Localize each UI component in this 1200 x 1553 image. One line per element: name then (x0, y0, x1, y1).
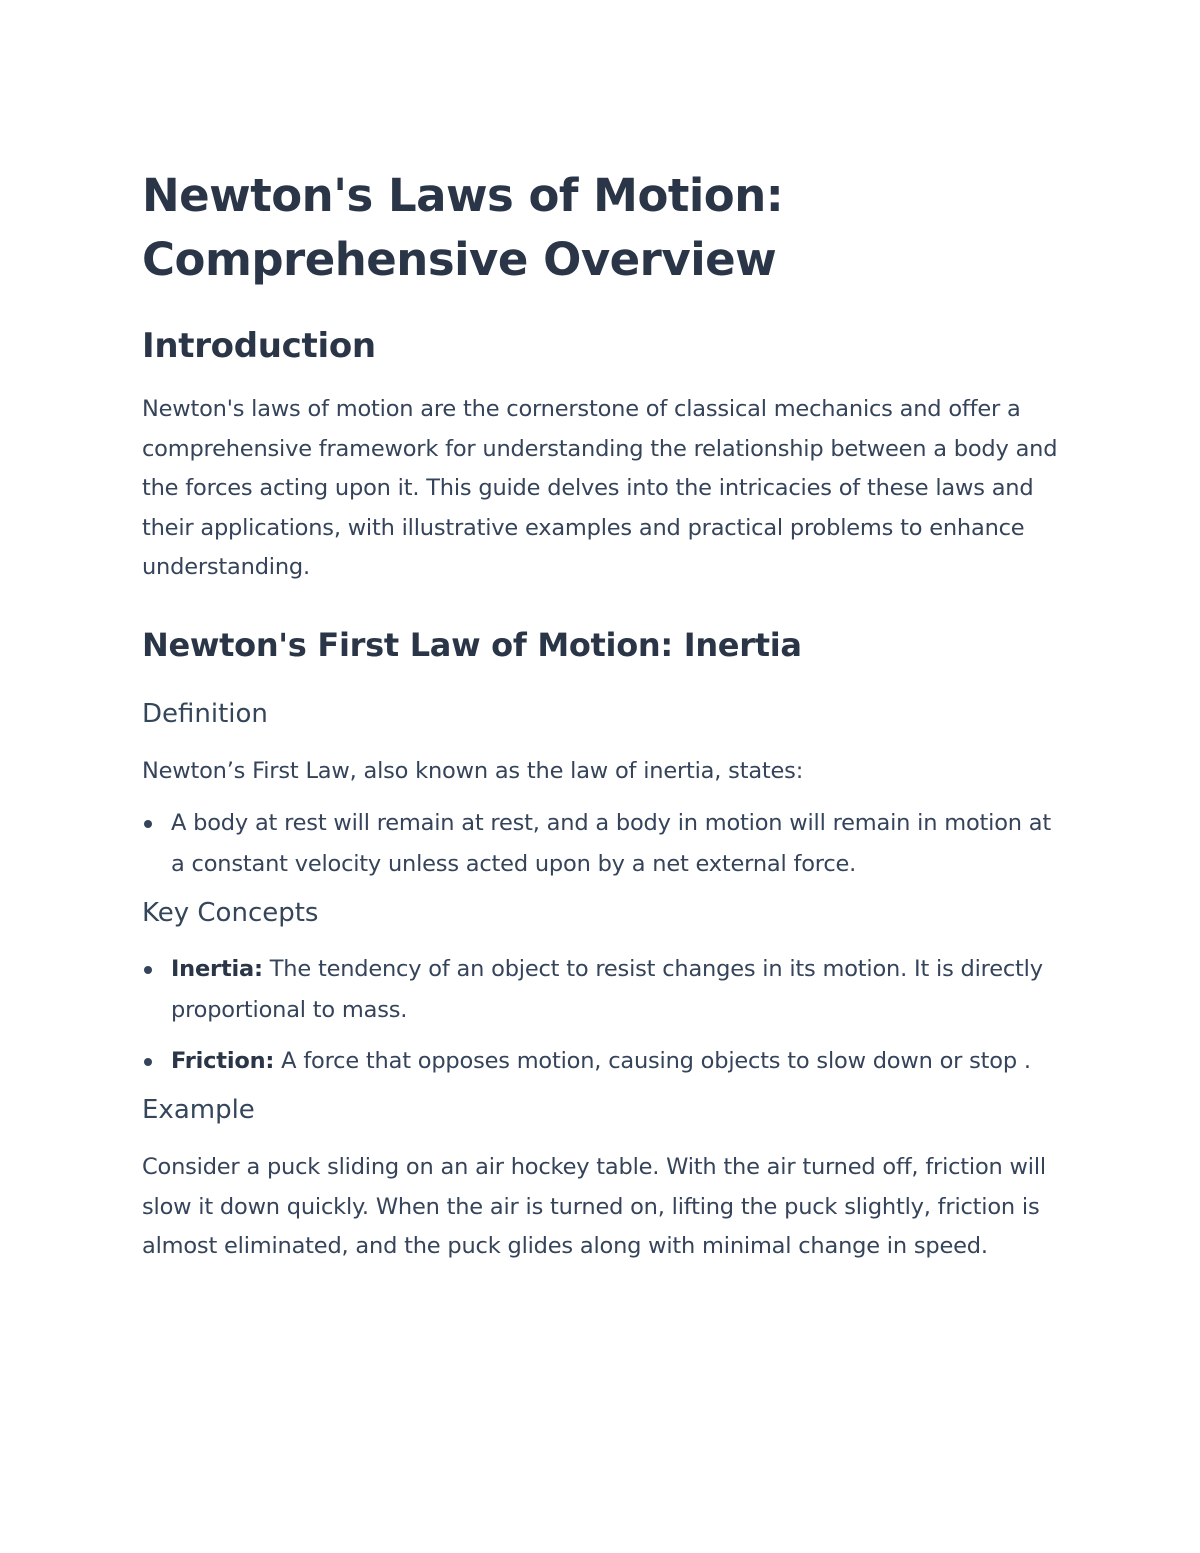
concept-text-inertia: The tendency of an object to resist changes in its motion. It is directly proportional to mass. (171, 956, 1043, 1023)
bullet-icon (144, 966, 152, 974)
key-concepts-heading: Key Concepts (142, 898, 319, 928)
page-title-line-1: Newton's Laws of Motion: (142, 169, 784, 222)
page-title (142, 164, 1062, 292)
list-item (142, 803, 1062, 885)
introduction-paragraph: Newton's laws of motion are the cornerstone of classical mechanics and offer a comprehensive framework for understanding the relationship between a body and the forces acting upon it. This guide delves into the intricacies of these laws and their applications, with illustrative examples and practical problems to enhance understanding. (142, 396, 1058, 580)
bullet-icon (144, 820, 152, 828)
list-item (142, 949, 1062, 1031)
example-paragraph: Consider a puck sliding on an air hockey table. With the air turned off, friction will slow it down quickly. When the air is turned on, lifting the puck slightly, friction is almost eliminated, and the puck glides along with minimal change in speed. (142, 1154, 1046, 1259)
concept-term-inertia: Inertia: (171, 956, 263, 982)
concept-text-friction: A force that opposes motion, causing objects to slow down or stop . (274, 1048, 1031, 1074)
definition-list (142, 803, 1062, 885)
page-title-line-2: Comprehensive Overview (142, 233, 777, 286)
introduction-heading: Introduction (142, 326, 376, 366)
concept-term-friction: Friction: (171, 1048, 275, 1074)
definition-intro: Newton’s First Law, also known as the law of inertia, states: (142, 757, 804, 784)
bullet-icon (144, 1058, 152, 1066)
first-law-heading: Newton's First Law of Motion: Inertia (142, 625, 802, 664)
document-page (142, 164, 1062, 1267)
key-concepts-list (142, 949, 1062, 1082)
definition-item-text: A body at rest will remain at rest, and a body in motion will remain in motion at a constant velocity unless acted upon by a net external force. (171, 810, 1051, 877)
example-heading: Example (142, 1095, 255, 1125)
definition-heading: Definition (142, 698, 268, 729)
list-item (142, 1041, 1062, 1082)
